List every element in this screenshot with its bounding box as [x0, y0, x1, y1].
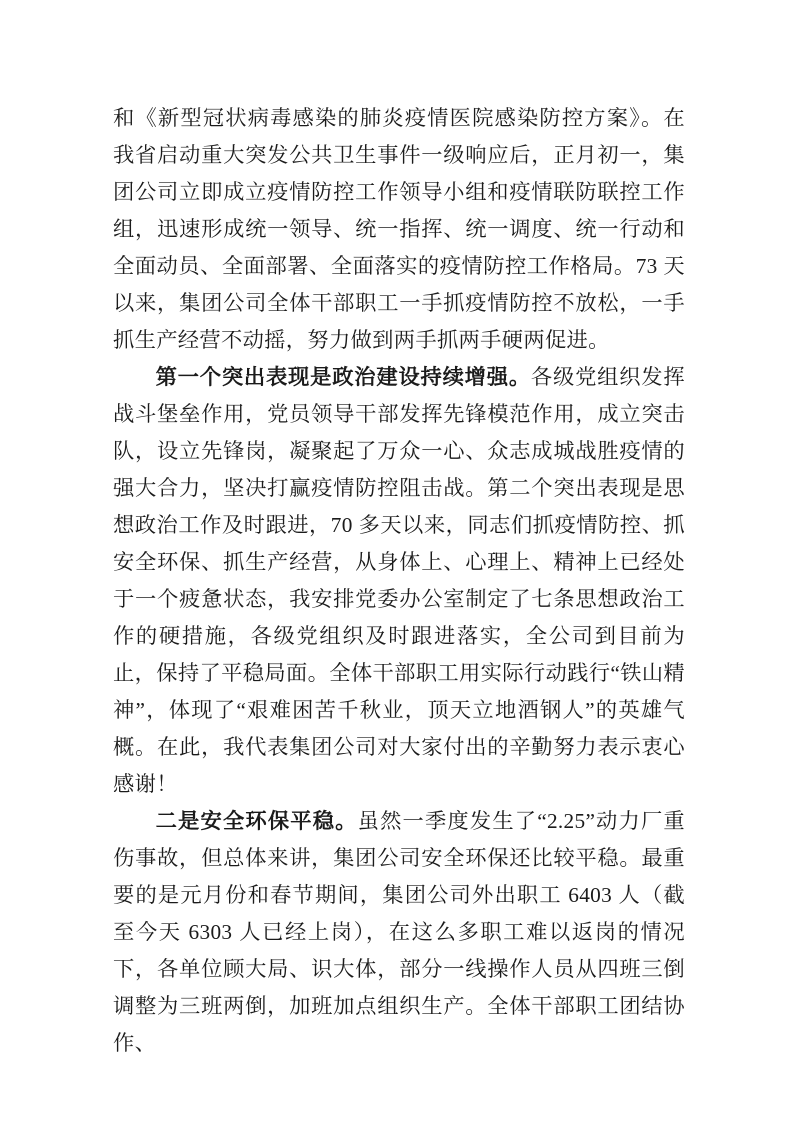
text-run: 虽然一季度发生了“2.25”动力厂重伤事故，但总体来讲，集团公司安全环保还比较平稳。最重要的是元月份和春节期间，集团公司外出职工 6403 人（截至今天 6303 人已经上岗），在这么多职工难以返岗的情况下，各单位顾大局、识大体，部分一线操作人员从四班三倒调整为三班两倒，加班加点组织生产。全体干部职工团结协作、 [113, 809, 686, 1055]
bold-lead-text-run: 第一个突出表现是政治建设持续增强。 [155, 365, 531, 389]
bold-lead-text-run: 二是安全环保平稳。 [155, 809, 358, 833]
text-run: 各级党组织发挥战斗堡垒作用，党员领导干部发挥先锋模范作用，成立突击队，设立先锋岗，凝聚起了万众一心、众志成城战胜疫情的强大合力，坚决打赢疫情防控阻击战。第二个突出表现是思想政治工作及时跟进，70 多天以来，同志们抓疫情防控、抓安全环保、抓生产经营，从身体上、心理上、精神上已经处于一个疲惫状态，我安排党委办公室制定了七条思想政治工作的硬措施，各级党组织及时跟进落实，全公司到目前为止，保持了平稳局面。全体干部职工用实际行动践行“铁山精神”，体现了“艰难困苦千秋业，顶天立地酒钢人”的英雄气概。在此，我代表集团公司对大家付出的辛勤努力表示衷心感谢！ [113, 365, 685, 796]
text-block [113, 100, 685, 1062]
text-run: 和《新型冠状病毒感染的肺炎疫情医院感染防控方案》。在我省启动重大突发公共卫生事件一级响应后，正月初一，集团公司立即成立疫情防控工作领导小组和疫情联防联控工作组，迅速形成统一领导、统一指挥、统一调度、统一行动和全面动员、全面部署、全面落实的疫情防控工作格局。73 天以来，集团公司全体干部职工一手抓疫情防控不放松，一手抓生产经营不动摇，努力做到两手抓两手硬两促进。 [113, 106, 685, 352]
paragraph [113, 803, 685, 1062]
paragraph [113, 100, 685, 359]
paragraph [113, 359, 685, 803]
